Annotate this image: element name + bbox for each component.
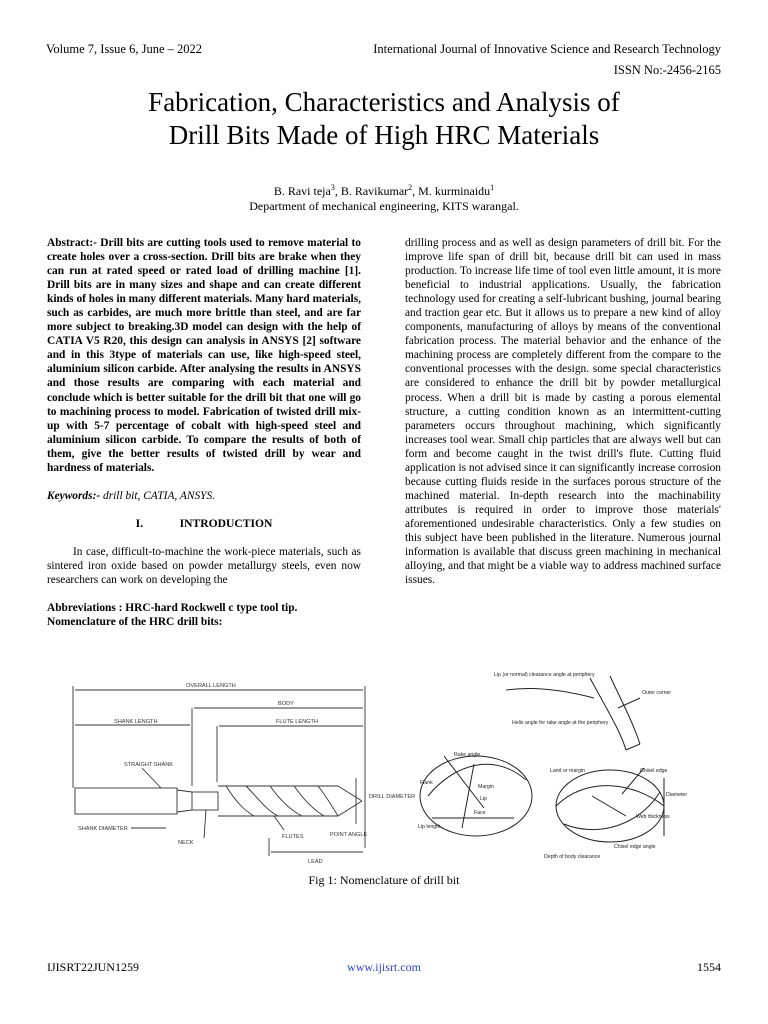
paper-title-line-2: Drill Bits Made of High HRC Materials — [168, 120, 600, 150]
label-shank-diameter: SHANK DIAMETER — [78, 826, 128, 832]
label-flute-length: FLUTE LENGTH — [276, 719, 318, 725]
abstract — [47, 236, 361, 475]
author-block — [0, 180, 768, 214]
label-helix-angle: Helix angle for rake angle at the periphery — [512, 720, 609, 726]
label-margin: Margin — [478, 784, 494, 790]
section-heading-introduction — [47, 517, 361, 531]
abbreviations: Abbreviations : HRC-hard Rockwell c type tool tip. — [47, 602, 298, 615]
abstract-label: Abstract:- — [47, 237, 97, 249]
author-1: B. Ravi teja — [273, 184, 331, 198]
figure-caption: Fig 1: Nomenclature of drill bit — [308, 873, 460, 887]
label-chisel-edge: Chisel edge — [640, 768, 668, 774]
journal-website-link[interactable]: www.ijisrt.com — [347, 960, 421, 974]
label-straight-shank: STRAIGHT SHANK — [124, 762, 174, 768]
label-point-angle: POINT ANGLE — [330, 832, 368, 838]
label-face: Face — [474, 810, 486, 816]
drill-point-geometry-diagram — [414, 668, 710, 868]
label-lead: LEAD — [308, 859, 323, 865]
drill-bit-schematic — [66, 678, 416, 868]
label-drill-diameter: DRILL DIAMETER — [369, 794, 416, 800]
keywords-text: drill bit, CATIA, ANSYS. — [103, 489, 216, 502]
intro-paragraph: In case, difficult-to-machine the work-piece materials, such as sintered iron oxide based on powder metallurgy steels, even now researchers can work on developing the — [47, 545, 361, 586]
label-shank-length: SHANK LENGTH — [114, 719, 158, 725]
issue-info: Volume 7, Issue 6, June – 2022 — [46, 42, 203, 56]
keywords-label: Keywords:- — [47, 489, 101, 502]
label-lip-length: Lip length — [418, 824, 441, 830]
author-2-affiliation-mark: 2 — [408, 183, 413, 192]
label-land-margin: Land or margin — [550, 768, 585, 774]
paper-id: IJISRT22JUN1259 — [47, 960, 139, 974]
label-flutes: FLUTES — [282, 834, 304, 840]
abstract-text: Drill bits are cutting tools used to remove material to create holes over a cross-section. Drill bits are brake when they can run at rated speed or rated load of drilling machine [1]. Drill bits are in many sizes and shape and can create different kinds of holes in many different materials. Many hard materials, such as carbides, are much more brittle than steel, and are far more subject to breaking.3D model can design with the help of CATIA V5 R20, this design can analysis in ANSYS [2] software and in this 3type of materials can use, like high-speed steel, aluminium silicon carbide. After analysing the results in ANSYS and those results are comparing with each material and conclude which is better suitable for the drill bit that one will go to machining process to model. Fabrication of twisted drill mix-up with 5-7 percentage of cobalt with high-speed steel and aluminium silicon carbide. To compare the results of both of them, give the better results of twisted drill by wear and hardness of materials. — [47, 237, 361, 474]
label-body-clearance: Depth of body clearance — [544, 854, 601, 860]
author-list: B. Ravi teja$^3$, B. Ravikumar$^2$, M. kurminaidu$^1$ — [273, 183, 495, 198]
right-column-paragraph: drilling process and as well as design parameters of drill bit. For the improve life span of drill bit, because drill bit can used in mass production. To increase life time of tool even little amount, it is more beneficial to industrial applications. Usually, the fabrication technology used for creating a self-lubricant bushing, journal bearing and traction gear etc. But it allows us to prepare a new kind of alloy components, manufacturing of alloys by means of the conventional fabrication process. The material behavior and the enhance of the machining process are completely different from the compare to the conventional processes with the design. some special characteristics are considered to enhance the drill bit by powder metallurgical process. When a drill bit is made by casting a porous elemental structure, a cutting condition known as an intermittent-cutting parameters occurs throughout machining, which significantly increases tool wear. Small chip particles that are always well but can form and become caught in the twist drill's flute. Cutting fluid application is not advised since it can significantly increase corrosion because cutting fluids reside in the surfaces porous structure of the machined material. In-depth research into the machinability attributes is required in order to improve those materials' aforementioned undesirable characteristics. Only a few studies on this subject have been published in the literature. Numerous journal information is available that discuss green machining in mechanical alloying, and that might be a viable way to address machined surface issues. — [405, 237, 721, 587]
label-neck: NECK — [178, 840, 194, 846]
section-title: INTRODUCTION — [179, 516, 273, 530]
nomenclature-heading: Nomenclature of the HRC drill bits: — [47, 616, 223, 629]
label-chisel-edge-angle: Chisel edge angle — [614, 844, 656, 850]
issn: ISSN No:-2456-2165 — [613, 63, 721, 77]
label-lip-clearance: Lip (or normal) clearance angle at periphery — [494, 672, 595, 678]
label-flank: Flank — [420, 780, 433, 786]
author-3-affiliation-mark: 1 — [490, 183, 495, 192]
page-number: 1554 — [697, 960, 721, 974]
label-body: BODY — [278, 701, 294, 707]
left-column — [47, 236, 361, 629]
section-number: I. — [135, 516, 144, 530]
author-2: B. Ravikumar — [340, 184, 409, 198]
affiliation: Department of mechanical engineering, KITS warangal. — [249, 199, 519, 213]
label-overall-length: OVERALL LENGTH — [186, 683, 236, 689]
author-3: M. kurminaidu — [418, 184, 491, 198]
keywords — [47, 489, 361, 503]
paper-title — [60, 86, 708, 152]
paper-title-line-1: Fabrication, Characteristics and Analysis of — [148, 87, 620, 117]
author-1-affiliation-mark: 3 — [330, 183, 335, 192]
right-column — [405, 236, 721, 587]
label-rake-angle: Rake angle — [454, 752, 481, 758]
journal-name: International Journal of Innovative Science and Research Technology — [373, 42, 721, 56]
label-diameter: Diameter — [666, 792, 688, 798]
label-lip: Lip — [480, 796, 487, 802]
label-outer-corner: Outer corner — [642, 690, 672, 696]
label-web-thickness: Web thickness — [636, 814, 670, 820]
